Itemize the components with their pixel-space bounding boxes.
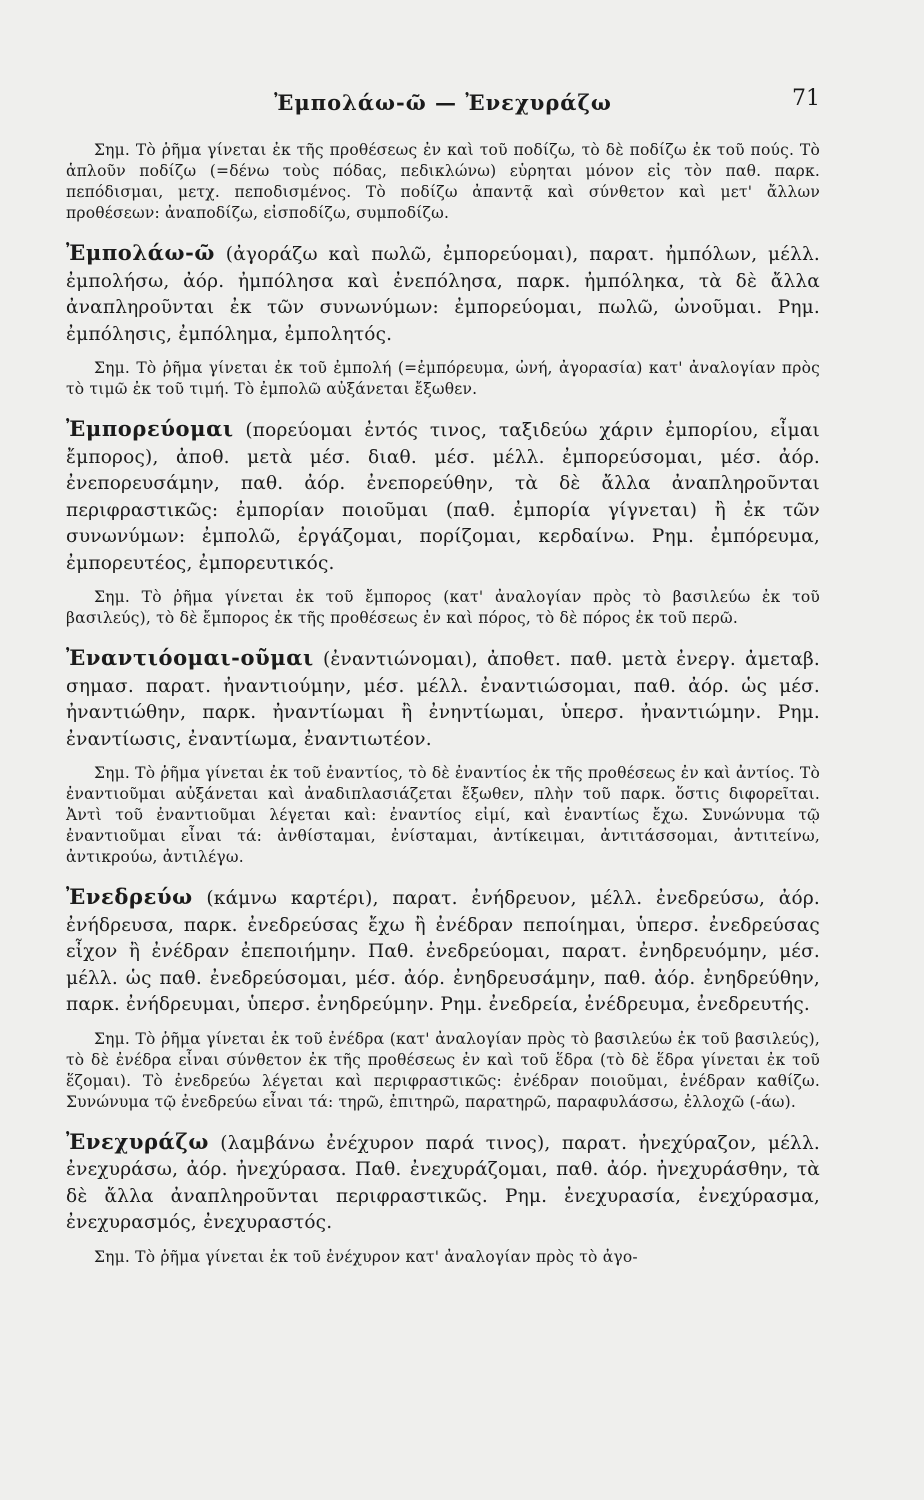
entry-enantiooumai (66, 645, 820, 753)
headword: Ἐμπολάω-ῶ (66, 240, 216, 265)
entry-text: (ἐναντιώνομαι), ἀποθετ. παθ. μετὰ ἐνεργ. ἀμεταβ. σημασ. παρατ. ἠναντιούμην, μέσ. μέλλ. ἐναντιώσομαι, παθ. ἀόρ. ὡς μέσ. ἠναντιώθην, παρκ. ἠναντίωμαι ἢ ἐνηντίωμαι, ὑπερσ. ἠναντιώμην. Ρημ. ἐναντίωσις, ἐναντίωμα, ἐναντιωτέον. (66, 649, 820, 750)
entry-text: (πορεύομαι ἐντός τινος, ταξιδεύω χάριν ἐμπορίου, εἶμαι ἔμπορος), ἀποθ. μετὰ μέσ. διαθ. μέσ. μέλλ. ἐμπορεύσομαι, μέσ. ἀόρ. ἐνεπορευσάμην, παθ. ἀόρ. ἐνεπορεύθην, τὰ δὲ ἄλλα ἀναπληροῦνται περιφραστικῶς: ἐμπορίαν ποιοῦμαι (παθ. ἐμπορία γίγνεται) ἢ ἐκ τῶν συνωνύμων: ἐμπολῶ, ἐργάζομαι, πορίζομαι, κερδαίνω. Ρημ. ἐμπόρευμα, ἐμπορευτέος, ἐμπορευτικός. (66, 420, 820, 574)
running-head (66, 72, 820, 115)
entry-empolao (66, 240, 820, 348)
entry-emporeuomai (66, 416, 820, 577)
note-podizo: Σημ. Τὸ ῥῆμα γίνεται ἐκ τῆς προθέσεως ἐν καὶ τοῦ ποδίζω, τὸ δὲ ποδίζω ἐκ τοῦ πούς. Τὸ ἁπλοῦν ποδίζω (=δένω τοὺς πόδας, πεδικλώνω) εὑρηται μόνον εἰς τὸν παθ. παρκ. πεπόδισμαι, μετχ. πεποδισμένος. Τὸ ποδίζω ἀπαντᾷ καὶ σύνθετον καὶ μετ' ἄλλων προθέσεων: ἀναποδίζω, εἰσποδίζω, συμποδίζω. (66, 141, 820, 222)
entry-text: (λαμβάνω ἐνέχυρον παρά τινος), παρατ. ἠνεχύραζον, μέλλ. ἐνεχυράσω, ἀόρ. ἠνεχύρασα. Παθ. ἐνεχυράζομαι, παθ. ἀόρ. ἠνεχυράσθην, τὰ δὲ ἄλλα ἀναπληροῦνται περιφραστικῶς. Ρημ. ἐνεχυρασία, ἐνεχύρασμα, ἐνεχυρασμός, ἐνεχυραστός. (66, 1132, 820, 1233)
entry-enedreuo (66, 884, 820, 1019)
headword: Ἐναντιόομαι-οῦμαι (66, 645, 314, 670)
note-enechyrazo: Σημ. Τὸ ῥῆμα γίνεται ἐκ τοῦ ἐνέχυρον κατ' ἀναλογίαν πρὸς τὸ ἀγο- (94, 1247, 638, 1266)
page-number: 71 (792, 86, 820, 111)
running-title: Ἐμπολάω-ῶ — Ἐνεχυράζω (274, 90, 612, 115)
note-emporeuomai: Σημ. Τὸ ῥῆμα γίνεται ἐκ τοῦ ἔμπορος (κατ' ἀναλογίαν πρὸς τὸ βασιλεύω ἐκ τοῦ βασιλεύς), τὸ δὲ ἔμπορος ἐκ τῆς προθέσεως ἐν καὶ πόρος, τὸ δὲ πόρος ἐκ τοῦ περῶ. (66, 588, 820, 627)
headword: Ἐνεχυράζω (66, 1128, 209, 1154)
entry-text: (ἀγοράζω καὶ πωλῶ, ἐμπορεύομαι), παρατ. ἠμπόλων, μέλλ. ἐμπολήσω, ἀόρ. ἠμπόλησα καὶ ἐνεπόλησα, παρκ. ἠμπόληκα, τὰ δὲ ἄλλα ἀναπληροῦνται ἐκ τῶν συνωνύμων: ἐμπορεύομαι, πωλῶ, ὠνοῦμαι. Ρημ. ἐμπόλησις, ἐμπόλημα, ἐμπολητός. (66, 244, 820, 345)
note-enedreuo: Σημ. Τὸ ῥῆμα γίνεται ἐκ τοῦ ἐνέδρα (κατ' ἀναλογίαν πρὸς τὸ βασιλεύω ἐκ τοῦ βασιλεύς), τὸ δὲ ἐνέδρα εἶναι σύνθετον ἐκ τῆς προθέσεως ἐν καὶ τοῦ ἕδρα (τὸ δὲ ἕδρα γίνεται ἐκ τοῦ ἕζομαι). Τὸ ἐνεδρεύω λέγεται καὶ περιφραστικῶς: ἐνέδραν ποιοῦμαι, ἐνέδραν καθίζω. Συνώνυμα τῷ ἐνεδρεύω εἶναι τά: τηρῶ, ἐπιτηρῶ, παρατηρῶ, παραφυλάσσω, ἐλλοχῶ (-άω). (66, 1029, 820, 1111)
note-enantiooumai: Σημ. Τὸ ῥῆμα γίνεται ἐκ τοῦ ἐναντίος, τὸ δὲ ἐναντίος ἐκ τῆς προθέσεως ἐν καὶ ἀντίος. Τὸ ἐναντιοῦμαι αὐξάνεται καὶ ἀναδιπλασιάζεται ἔξωθεν, πλὴν τοῦ παρκ. ὅστις διφορεῖται. Ἀντὶ τοῦ ἐναντιοῦμαι λέγεται καὶ: ἐναντίος εἰμί, καὶ ἐναντίως ἔχω. Συνώνυμα τῷ ἐναντιοῦμαι εἶναι τά: ἀνθίσταμαι, ἐνίσταμαι, ἀντίκειμαι, ἀντιτάσσομαι, ἀντιτείνω, ἀντικρούω, ἀντιλέγω. (66, 764, 821, 866)
entry-enechyrazo (66, 1129, 820, 1237)
entry-text: (κάμνω καρτέρι), παρατ. ἐνήδρευον, μέλλ. ἐνεδρεύσω, ἀόρ. ἐνήδρευσα, παρκ. ἐνεδρεύσας ἔχω ἢ ἐνέδραν πεποίημαι, ὑπερσ. ἐνεδρεύσας εἶχον ἢ ἐνέδραν ἐπεποιήμην. Παθ. ἐνεδρεύομαι, παρατ. ἐνηδρευόμην, μέσ. μέλλ. ὡς παθ. ἐνεδρεύσομαι, μέσ. ἀόρ. ἐνηδρευσάμην, παθ. ἀόρ. ἐνηδρεύθην, παρκ. ἐνήδρευμαι, ὑπερσ. ἐνηδρεύμην. Ρημ. ἐνεδρεία, ἐνέδρευμα, ἐνεδρευτής. (66, 888, 820, 1015)
headword: Ἐμπορεύομαι (66, 416, 234, 441)
note-empolao: Σημ. Τὸ ῥῆμα γίνεται ἐκ τοῦ ἐμπολή (=ἐμπόρευμα, ὠνή, ἀγορασία) κατ' ἀναλογίαν πρὸς τὸ τιμῶ ἐκ τοῦ τιμή. Τὸ ἐμπολῶ αὐξάνεται ἔξωθεν. (66, 359, 820, 398)
headword: Ἐνεδρεύω (66, 884, 193, 909)
